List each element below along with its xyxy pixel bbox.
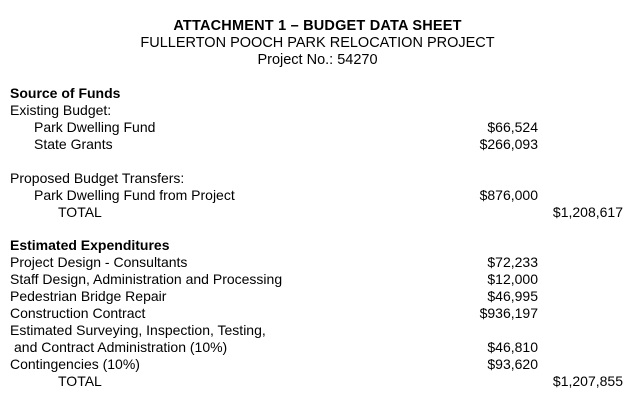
document-header (0, 17, 635, 69)
table-row (0, 187, 635, 204)
table-row (0, 339, 635, 356)
existing-budget-label: Existing Budget: (10, 102, 112, 118)
line-item-amount: $46,995 (487, 288, 538, 304)
table-row (0, 288, 635, 305)
line-item-label: Construction Contract (10, 305, 146, 321)
project-name: FULLERTON POOCH PARK RELOCATION PROJECT (140, 35, 495, 51)
expenditures-total-amount: $1,207,855 (552, 373, 623, 389)
table-row (0, 322, 635, 339)
line-item-label: and Contract Administration (10%) (14, 339, 228, 355)
source-of-funds-heading-row (0, 85, 635, 102)
line-item-label: Park Dwelling Fund from Project (34, 187, 235, 203)
sources-total-amount: $1,208,617 (552, 204, 623, 220)
table-row (0, 254, 635, 271)
existing-budget-row (0, 102, 635, 119)
proposed-transfers-row (0, 170, 635, 187)
expenditures-total-row (0, 373, 635, 390)
proposed-transfers-label: Proposed Budget Transfers: (10, 170, 185, 186)
line-item-amount: $266,093 (479, 136, 538, 152)
line-item-label: Park Dwelling Fund (34, 119, 156, 135)
project-number: Project No.: 54270 (257, 52, 378, 68)
sources-total-label: TOTAL (58, 204, 102, 220)
sources-total-row (0, 204, 635, 221)
source-of-funds-heading: Source of Funds (10, 85, 121, 101)
line-item-amount: $46,810 (487, 339, 538, 355)
estimated-expenditures-heading: Estimated Expenditures (10, 237, 170, 253)
expenditures-total-label: TOTAL (58, 373, 102, 389)
line-item-label: Contingencies (10%) (10, 356, 140, 372)
table-row (0, 271, 635, 288)
line-item-amount: $936,197 (479, 305, 538, 321)
line-item-amount: $66,524 (487, 119, 538, 135)
line-item-amount: $72,233 (487, 254, 538, 270)
line-item-amount: $93,620 (487, 356, 538, 372)
table-row (0, 136, 635, 153)
attachment-title: ATTACHMENT 1 – BUDGET DATA SHEET (173, 18, 462, 34)
line-item-label: Project Design - Consultants (10, 254, 188, 270)
line-item-label: Pedestrian Bridge Repair (10, 288, 167, 304)
table-row (0, 305, 635, 322)
line-item-amount: $876,000 (479, 187, 538, 203)
table-row (0, 119, 635, 136)
expenditures-heading-row (0, 237, 635, 254)
line-item-label: Estimated Surveying, Inspection, Testing, (10, 322, 266, 338)
table-row (0, 356, 635, 373)
line-item-amount: $12,000 (487, 271, 538, 287)
line-item-label: Staff Design, Administration and Processing (10, 271, 283, 287)
line-item-label: State Grants (34, 136, 113, 152)
